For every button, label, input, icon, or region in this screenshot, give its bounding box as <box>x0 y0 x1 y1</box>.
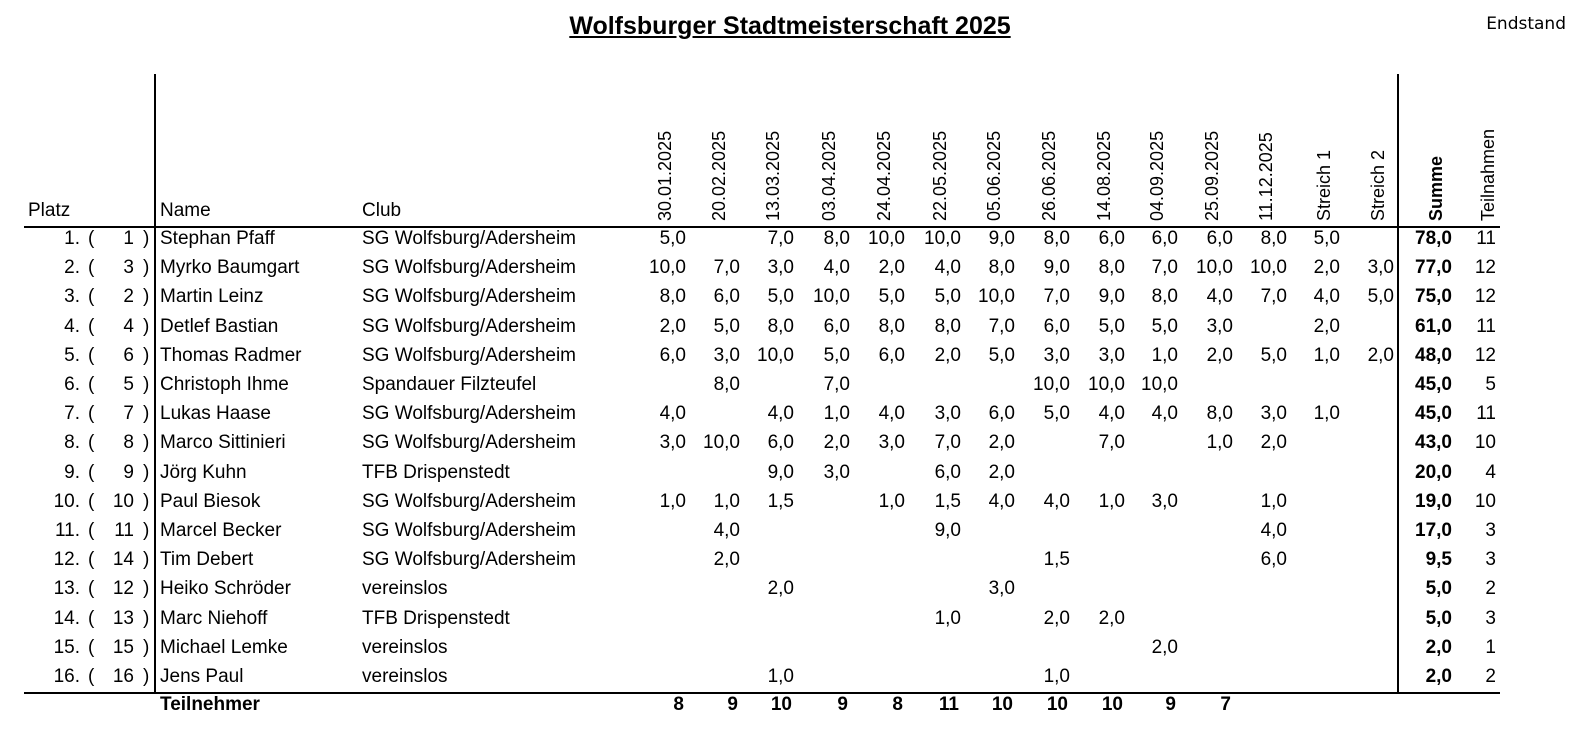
row-sum: 45,0 <box>1415 403 1452 425</box>
row-score: 10,0 <box>649 257 686 279</box>
row-score: 2,0 <box>1260 432 1287 454</box>
row-name: Myrko Baumgart <box>160 257 300 279</box>
row-score: 7,0 <box>713 257 740 279</box>
row-sum: 61,0 <box>1415 315 1452 337</box>
row-previous-place: 7 <box>123 403 134 425</box>
row-score: 4,0 <box>988 490 1015 512</box>
row-score: 8,0 <box>1098 257 1125 279</box>
row-score: 10,0 <box>924 228 961 249</box>
row-streich-1: 1,0 <box>1313 403 1340 425</box>
row-score: 3,0 <box>1098 344 1125 366</box>
row-score: 4,0 <box>713 520 740 541</box>
paren-open: ( <box>88 315 95 337</box>
row-club: TFB Drispenstedt <box>362 461 510 483</box>
row-count: 1 <box>1485 636 1496 658</box>
row-sum: 2,0 <box>1425 636 1452 658</box>
row-score: 3,0 <box>878 432 905 454</box>
row-score: 10,0 <box>978 286 1015 308</box>
row-club: SG Wolfsburg/Adersheim <box>362 315 577 337</box>
row-count: 5 <box>1485 374 1496 395</box>
row-count: 3 <box>1485 549 1496 571</box>
row-score: 5,0 <box>823 344 850 366</box>
row-score: 1,0 <box>934 607 961 629</box>
row-score: 3,0 <box>1151 490 1178 512</box>
paren-close: ) <box>143 315 150 337</box>
row-score: 1,0 <box>1260 490 1287 512</box>
footer-count: 10 <box>1046 694 1068 715</box>
row-score: 5,0 <box>878 286 905 308</box>
row-score: 6,0 <box>988 403 1015 425</box>
row-club: Spandauer Filzteufel <box>362 374 537 395</box>
row-score: 4,0 <box>1098 403 1125 425</box>
row-streich-2: 5,0 <box>1367 286 1394 308</box>
row-streich-2: 2,0 <box>1367 344 1394 366</box>
paren-open: ( <box>88 228 95 249</box>
paren-close: ) <box>143 286 150 308</box>
footer-count: 10 <box>991 694 1013 715</box>
row-place: 2. <box>64 257 80 279</box>
paren-close: ) <box>143 461 150 483</box>
paren-open: ( <box>88 520 95 541</box>
row-score: 5,0 <box>1260 344 1287 366</box>
row-sum: 17,0 <box>1415 520 1452 541</box>
row-score: 3,0 <box>767 257 794 279</box>
row-club: SG Wolfsburg/Adersheim <box>362 490 577 512</box>
paren-open: ( <box>88 344 95 366</box>
row-sum: 2,0 <box>1425 666 1452 687</box>
row-count: 4 <box>1485 461 1496 483</box>
footer-count: 10 <box>1101 694 1123 715</box>
row-previous-place: 12 <box>112 578 134 600</box>
header-date: 13.03.2025 <box>763 130 783 221</box>
row-score: 9,0 <box>988 228 1015 249</box>
row-sum: 77,0 <box>1415 257 1452 279</box>
paren-open: ( <box>88 490 95 512</box>
row-score: 2,0 <box>988 432 1015 454</box>
footer-count: 9 <box>727 694 738 715</box>
row-score: 8,0 <box>878 315 905 337</box>
footer-label: Teilnehmer <box>160 694 260 715</box>
row-streich-1: 2,0 <box>1313 315 1340 337</box>
row-score: 3,0 <box>1260 403 1287 425</box>
row-name: Stephan Pfaff <box>160 228 275 249</box>
row-place: 14. <box>53 607 80 629</box>
paren-close: ) <box>143 607 150 629</box>
paren-close: ) <box>143 636 150 658</box>
row-previous-place: 6 <box>123 344 134 366</box>
row-score: 1,5 <box>1043 549 1070 571</box>
row-score: 5,0 <box>659 228 686 249</box>
row-place: 15. <box>53 636 80 658</box>
paren-open: ( <box>88 578 95 600</box>
row-score: 2,0 <box>1043 607 1070 629</box>
row-previous-place: 8 <box>123 432 134 454</box>
footer-count: 7 <box>1220 694 1231 715</box>
row-place: 13. <box>53 578 80 600</box>
row-name: Tim Debert <box>160 549 254 571</box>
row-count: 2 <box>1485 578 1496 600</box>
row-score: 6,0 <box>934 461 961 483</box>
row-score: 2,0 <box>713 549 740 571</box>
status-label: Endstand <box>1486 14 1566 34</box>
row-sum: 5,0 <box>1425 607 1452 629</box>
row-score: 1,0 <box>1206 432 1233 454</box>
row-score: 4,0 <box>767 403 794 425</box>
paren-open: ( <box>88 374 95 395</box>
row-previous-place: 2 <box>123 286 134 308</box>
row-score: 9,0 <box>1043 257 1070 279</box>
header-streich-1: Streich 1 <box>1314 149 1334 221</box>
paren-close: ) <box>143 578 150 600</box>
row-previous-place: 1 <box>123 228 134 249</box>
row-club: vereinslos <box>362 636 448 658</box>
row-score: 5,0 <box>713 315 740 337</box>
paren-close: ) <box>143 432 150 454</box>
row-score: 3,0 <box>659 432 686 454</box>
row-streich-1: 5,0 <box>1313 228 1340 249</box>
row-previous-place: 9 <box>123 461 134 483</box>
row-count: 10 <box>1474 432 1496 454</box>
row-score: 8,0 <box>988 257 1015 279</box>
row-score: 2,0 <box>767 578 794 600</box>
row-score: 1,5 <box>767 490 794 512</box>
row-name: Marcel Becker <box>160 520 282 541</box>
header-date: 26.06.2025 <box>1039 130 1059 221</box>
row-streich-1: 1,0 <box>1313 344 1340 366</box>
header-club: Club <box>362 200 402 221</box>
row-score: 7,0 <box>988 315 1015 337</box>
row-sum: 48,0 <box>1415 344 1452 366</box>
footer-count: 9 <box>837 694 848 715</box>
header-date: 11.12.2025 <box>1256 132 1276 221</box>
row-score: 4,0 <box>1206 286 1233 308</box>
row-score: 8,0 <box>1206 403 1233 425</box>
row-score: 6,0 <box>1206 228 1233 249</box>
header-date: 24.04.2025 <box>874 130 894 221</box>
header-date: 20.02.2025 <box>709 130 729 221</box>
row-score: 5,0 <box>767 286 794 308</box>
row-count: 10 <box>1474 490 1496 512</box>
row-sum: 20,0 <box>1415 461 1452 483</box>
row-place: 6. <box>64 374 80 395</box>
paren-open: ( <box>88 461 95 483</box>
row-place: 7. <box>64 403 80 425</box>
row-score: 3,0 <box>823 461 850 483</box>
header-date: 25.09.2025 <box>1202 130 1222 221</box>
row-score: 2,0 <box>934 344 961 366</box>
row-place: 8. <box>64 432 80 454</box>
row-previous-place: 3 <box>123 257 134 279</box>
row-club: SG Wolfsburg/Adersheim <box>362 228 577 249</box>
row-score: 10,0 <box>868 228 905 249</box>
row-score: 2,0 <box>659 315 686 337</box>
header-date: 22.05.2025 <box>930 130 950 221</box>
header-date: 30.01.2025 <box>655 130 675 221</box>
row-previous-place: 11 <box>114 520 134 541</box>
paren-close: ) <box>143 520 150 541</box>
row-score: 8,0 <box>823 228 850 249</box>
row-club: vereinslos <box>362 578 448 600</box>
row-club: SG Wolfsburg/Adersheim <box>362 403 577 425</box>
row-name: Jens Paul <box>160 666 244 687</box>
row-count: 12 <box>1474 344 1496 366</box>
row-score: 8,0 <box>713 374 740 395</box>
row-previous-place: 5 <box>123 374 134 395</box>
paren-close: ) <box>143 490 150 512</box>
row-score: 6,0 <box>1098 228 1125 249</box>
footer-count: 9 <box>1165 694 1176 715</box>
row-club: SG Wolfsburg/Adersheim <box>362 520 577 541</box>
row-count: 12 <box>1474 257 1496 279</box>
row-score: 8,0 <box>767 315 794 337</box>
row-place: 12. <box>53 549 80 571</box>
paren-open: ( <box>88 666 95 687</box>
row-place: 9. <box>64 461 80 483</box>
row-score: 4,0 <box>659 403 686 425</box>
header-streich-2: Streich 2 <box>1368 149 1388 221</box>
row-score: 10,0 <box>1196 257 1233 279</box>
row-sum: 9,5 <box>1425 549 1452 571</box>
row-previous-place: 14 <box>112 549 134 571</box>
row-score: 10,0 <box>703 432 740 454</box>
row-name: Jörg Kuhn <box>160 461 247 483</box>
row-score: 3,0 <box>934 403 961 425</box>
header-summe: Summe <box>1426 155 1446 221</box>
row-club: SG Wolfsburg/Adersheim <box>362 257 577 279</box>
row-score: 2,0 <box>1151 636 1178 658</box>
row-score: 3,0 <box>1206 315 1233 337</box>
row-score: 4,0 <box>823 257 850 279</box>
row-score: 9,0 <box>767 461 794 483</box>
row-score: 3,0 <box>713 344 740 366</box>
row-previous-place: 10 <box>112 490 134 512</box>
row-sum: 78,0 <box>1415 228 1452 249</box>
row-streich-1: 2,0 <box>1313 257 1340 279</box>
row-score: 5,0 <box>934 286 961 308</box>
row-score: 3,0 <box>1043 344 1070 366</box>
row-club: SG Wolfsburg/Adersheim <box>362 549 577 571</box>
row-score: 2,0 <box>1206 344 1233 366</box>
row-score: 4,0 <box>1151 403 1178 425</box>
row-count: 11 <box>1476 228 1496 249</box>
row-name: Michael Lemke <box>160 636 288 658</box>
row-score: 6,0 <box>1260 549 1287 571</box>
row-score: 1,0 <box>1151 344 1178 366</box>
row-count: 3 <box>1485 607 1496 629</box>
header-date: 05.06.2025 <box>984 130 1004 221</box>
row-score: 1,5 <box>934 490 961 512</box>
row-score: 2,0 <box>988 461 1015 483</box>
row-score: 7,0 <box>934 432 961 454</box>
row-score: 7,0 <box>1043 286 1070 308</box>
row-club: SG Wolfsburg/Adersheim <box>362 432 577 454</box>
row-score: 7,0 <box>1151 257 1178 279</box>
paren-open: ( <box>88 636 95 658</box>
row-name: Detlef Bastian <box>160 315 279 337</box>
row-count: 3 <box>1485 520 1496 541</box>
row-score: 9,0 <box>1098 286 1125 308</box>
row-place: 10. <box>53 490 80 512</box>
row-name: Martin Leinz <box>160 286 264 308</box>
row-club: SG Wolfsburg/Adersheim <box>362 344 577 366</box>
row-score: 6,0 <box>823 315 850 337</box>
row-score: 3,0 <box>988 578 1015 600</box>
row-score: 1,0 <box>659 490 686 512</box>
row-score: 8,0 <box>659 286 686 308</box>
row-sum: 43,0 <box>1415 432 1452 454</box>
row-score: 6,0 <box>1043 315 1070 337</box>
row-previous-place: 16 <box>112 666 134 687</box>
row-score: 10,0 <box>1250 257 1287 279</box>
row-name: Heiko Schröder <box>160 578 291 600</box>
row-score: 10,0 <box>1141 374 1178 395</box>
row-score: 8,0 <box>934 315 961 337</box>
paren-open: ( <box>88 607 95 629</box>
row-score: 2,0 <box>1098 607 1125 629</box>
paren-close: ) <box>143 403 150 425</box>
row-score: 6,0 <box>659 344 686 366</box>
row-place: 3. <box>64 286 80 308</box>
footer-count: 8 <box>892 694 903 715</box>
header-date: 03.04.2025 <box>819 130 839 221</box>
row-score: 7,0 <box>1098 432 1125 454</box>
row-score: 4,0 <box>1043 490 1070 512</box>
row-place: 11. <box>54 520 80 541</box>
paren-open: ( <box>88 257 95 279</box>
row-previous-place: 15 <box>112 636 134 658</box>
footer-count: 11 <box>938 694 959 715</box>
row-club: vereinslos <box>362 666 448 687</box>
row-count: 11 <box>1476 315 1496 337</box>
row-score: 1,0 <box>878 490 905 512</box>
row-score: 5,0 <box>1151 315 1178 337</box>
row-score: 6,0 <box>1151 228 1178 249</box>
row-club: SG Wolfsburg/Adersheim <box>362 286 577 308</box>
row-sum: 45,0 <box>1415 374 1452 395</box>
row-count: 2 <box>1485 666 1496 687</box>
row-score: 8,0 <box>1151 286 1178 308</box>
paren-open: ( <box>88 403 95 425</box>
paren-close: ) <box>143 344 150 366</box>
paren-close: ) <box>143 374 150 395</box>
row-place: 5. <box>64 344 80 366</box>
row-score: 5,0 <box>1043 403 1070 425</box>
row-previous-place: 4 <box>123 315 134 337</box>
divider-name <box>154 74 156 694</box>
row-count: 12 <box>1474 286 1496 308</box>
row-name: Paul Biesok <box>160 490 261 512</box>
row-score: 9,0 <box>934 520 961 541</box>
paren-close: ) <box>143 257 150 279</box>
row-streich-2: 3,0 <box>1367 257 1394 279</box>
row-score: 2,0 <box>823 432 850 454</box>
paren-open: ( <box>88 549 95 571</box>
row-score: 4,0 <box>1260 520 1287 541</box>
row-score: 6,0 <box>878 344 905 366</box>
header-teilnahmen: Teilnahmen <box>1478 128 1498 221</box>
row-score: 10,0 <box>1088 374 1125 395</box>
row-score: 10,0 <box>813 286 850 308</box>
row-place: 16. <box>53 666 80 687</box>
paren-open: ( <box>88 432 95 454</box>
row-score: 4,0 <box>878 403 905 425</box>
header-date: 04.09.2025 <box>1147 130 1167 221</box>
row-score: 8,0 <box>1043 228 1070 249</box>
row-score: 10,0 <box>1033 374 1070 395</box>
row-score: 8,0 <box>1260 228 1287 249</box>
row-score: 7,0 <box>1260 286 1287 308</box>
row-score: 1,0 <box>1043 666 1070 687</box>
row-score: 2,0 <box>878 257 905 279</box>
row-score: 1,0 <box>767 666 794 687</box>
paren-close: ) <box>143 549 150 571</box>
row-score: 4,0 <box>934 257 961 279</box>
row-score: 1,0 <box>713 490 740 512</box>
paren-open: ( <box>88 286 95 308</box>
row-score: 5,0 <box>1098 315 1125 337</box>
row-name: Marco Sittinieri <box>160 432 286 454</box>
row-score: 1,0 <box>1098 490 1125 512</box>
footer-count: 8 <box>673 694 684 715</box>
row-streich-1: 4,0 <box>1313 286 1340 308</box>
row-place: 4. <box>64 315 80 337</box>
row-count: 11 <box>1476 403 1496 425</box>
paren-close: ) <box>143 666 150 687</box>
row-name: Lukas Haase <box>160 403 271 425</box>
row-score: 6,0 <box>767 432 794 454</box>
header-date: 14.08.2025 <box>1094 130 1114 221</box>
row-score: 10,0 <box>757 344 794 366</box>
row-club: TFB Drispenstedt <box>362 607 510 629</box>
header-platz: Platz <box>28 200 71 221</box>
row-sum: 19,0 <box>1415 490 1452 512</box>
page-title: Wolfsburger Stadtmeisterschaft 2025 <box>569 12 1011 40</box>
row-sum: 5,0 <box>1425 578 1452 600</box>
row-score: 1,0 <box>823 403 850 425</box>
row-score: 7,0 <box>767 228 794 249</box>
row-name: Christoph Ihme <box>160 374 289 395</box>
row-previous-place: 13 <box>112 607 134 629</box>
row-name: Thomas Radmer <box>160 344 302 366</box>
header-name: Name <box>160 200 211 221</box>
row-place: 1. <box>64 228 80 249</box>
row-sum: 75,0 <box>1415 286 1452 308</box>
row-score: 5,0 <box>988 344 1015 366</box>
footer-count: 10 <box>770 694 792 715</box>
paren-close: ) <box>143 228 150 249</box>
row-name: Marc Niehoff <box>160 607 268 629</box>
row-score: 6,0 <box>713 286 740 308</box>
row-score: 7,0 <box>823 374 850 395</box>
